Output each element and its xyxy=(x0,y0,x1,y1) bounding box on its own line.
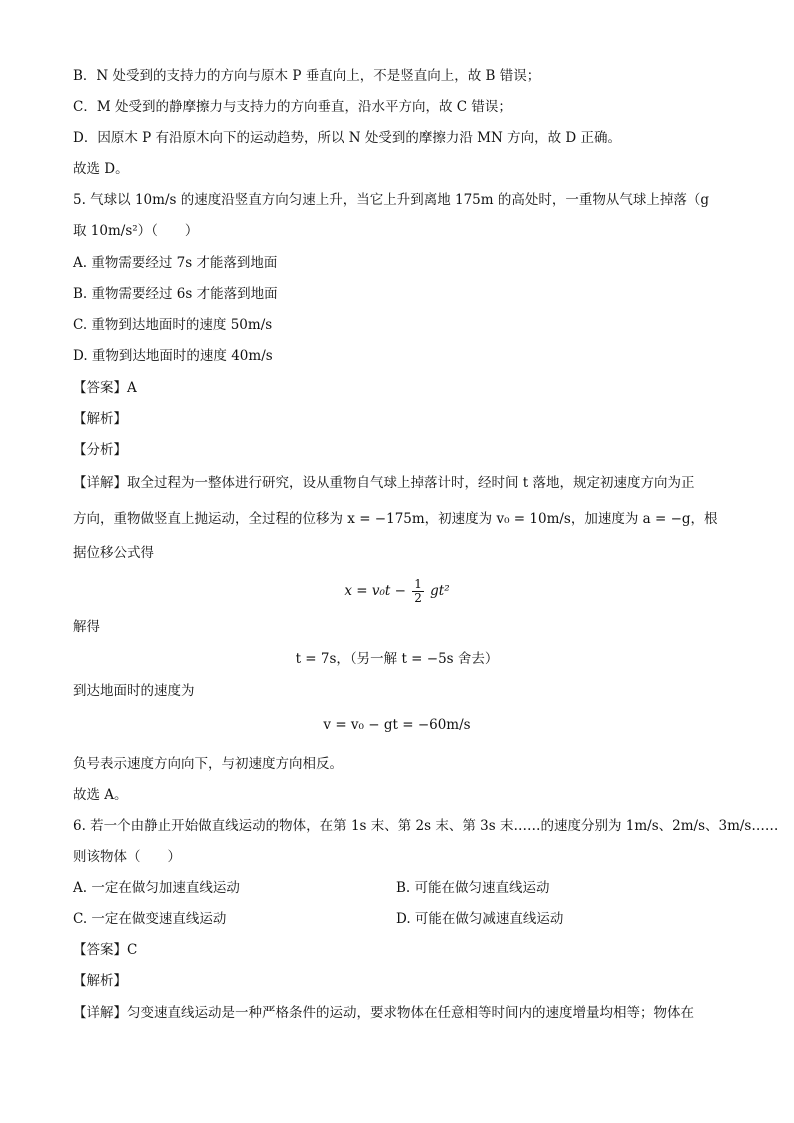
question-5-option-a: A. 重物需要经过 7s 才能落到地面 xyxy=(73,255,278,271)
velocity-label: 到达地面时的速度为 xyxy=(73,683,195,699)
time-solution: t = 7s，（另一解 t = −5s 舍去） xyxy=(295,651,499,667)
question-5-stem-cont: 取 10m/s²）（ ） xyxy=(73,223,199,239)
velocity-equation: v = v₀ − gt = −60m/s xyxy=(323,717,471,733)
question-6-detail: 【详解】匀变速直线运动是一种严格条件的运动，要求物体在任意相等时间内的速度增量均相等；物体在 xyxy=(73,1005,694,1021)
option-d-explanation: D．因原木 P 有沿原木向下的运动趋势，所以 N 处受到的摩擦力沿 MN 方向，故 D 正确。 xyxy=(73,130,622,146)
question-6-option-a: A. 一定在做匀加速直线运动 xyxy=(73,880,240,896)
option-c-explanation: C．M 处受到的静摩擦力与支持力的方向垂直，沿水平方向，故 C 错误； xyxy=(73,99,512,115)
question-5-detail-3: 据位移公式得 xyxy=(73,545,154,561)
question-5-fenxi-heading: 【分析】 xyxy=(73,442,127,458)
displacement-equation xyxy=(0,578,794,605)
fraction-numerator: 1 xyxy=(414,577,422,591)
question-6-stem-cont: 则该物体（ ） xyxy=(73,849,181,865)
question-6-analysis-heading: 【解析】 xyxy=(73,973,127,989)
question-5-option-c: C. 重物到达地面时的速度 50m/s xyxy=(73,317,273,333)
question-6-stem: 6. 若一个由静止开始做直线运动的物体，在第 1s 末、第 2s 末、第 3s 末……的速度分别为 1m/s、2m/s、3m/s…… xyxy=(73,818,779,834)
question-6-option-b: B. 可能在做匀速直线运动 xyxy=(396,880,550,896)
question-6-option-c: C. 一定在做变速直线运动 xyxy=(73,911,227,927)
question-5-option-b: B. 重物需要经过 6s 才能落到地面 xyxy=(73,286,278,302)
sign-meaning: 负号表示速度方向向下，与初速度方向相反。 xyxy=(73,756,343,772)
question-5-option-d: D. 重物到达地面时的速度 40m/s xyxy=(73,348,273,364)
question-5-detail-2: 方向，重物做竖直上抛运动，全过程的位移为 x = −175m，初速度为 v₀ = 10m/s，加速度为 a = −g，根 xyxy=(73,511,718,527)
question-5-analysis-heading: 【解析】 xyxy=(73,411,127,427)
question-6-answer: 【答案】C xyxy=(73,942,138,958)
equation-right: gt² xyxy=(430,583,450,599)
fraction-denominator: 2 xyxy=(414,591,422,605)
answer-conclusion: 故选 D。 xyxy=(73,161,129,177)
fraction-one-half xyxy=(412,578,424,605)
question-5-detail-1: 【详解】取全过程为一整体进行研究，设从重物自气球上掉落计时，经时间 t 落地，规定初速度方向为正 xyxy=(73,475,695,491)
question-5-stem: 5. 气球以 10m/s 的速度沿竖直方向匀速上升，当它上升到离地 175m 的高处时，一重物从气球上掉落（g xyxy=(73,192,710,208)
question-6-option-d: D. 可能在做匀减速直线运动 xyxy=(396,911,564,927)
equation-left: x = v₀t − xyxy=(344,583,406,599)
answer-conclusion-a: 故选 A。 xyxy=(73,787,128,803)
option-b-explanation: B．N 处受到的支持力的方向与原木 P 垂直向上，不是竖直向上，故 B 错误； xyxy=(73,68,541,84)
solve-label: 解得 xyxy=(73,619,100,635)
question-5-answer: 【答案】A xyxy=(73,380,137,396)
